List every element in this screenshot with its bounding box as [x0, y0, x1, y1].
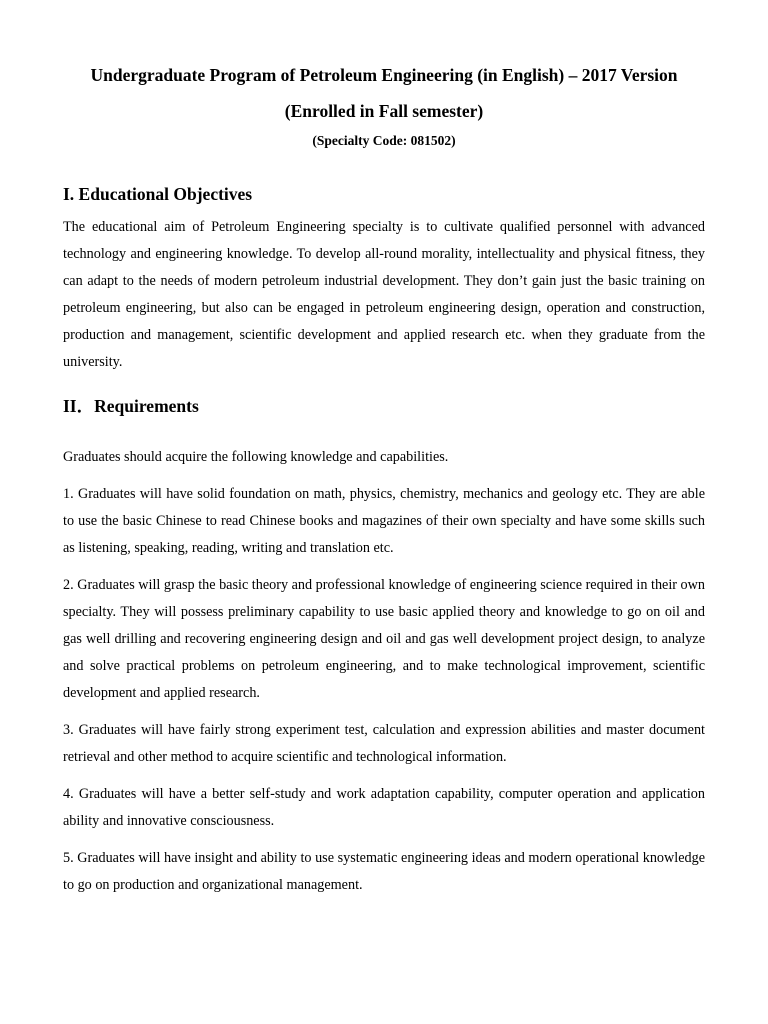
objectives-paragraph: The educational aim of Petroleum Engineering specialty is to cultivate qualified personnel with advanced technology and engineering knowledge. To develop all-round morality, intellectuality and physical fitness, they can adapt to the needs of modern petroleum industrial development. They don’t gain just the basic training on petroleum engineering, but also can be engaged in petroleum engineering design, operation and construction, production and management, scientific development and applied research etc. when they graduate from the university.	[63, 219, 705, 370]
section-heading-objectives: I. Educational Objectives	[63, 184, 253, 204]
requirement-item-3: 3. Graduates will have fairly strong experiment test, calculation and expression abilities and master document retrieval and other method to acquire scientific and technological information.	[63, 722, 705, 765]
requirement-item-1: 1. Graduates will have solid foundation on math, physics, chemistry, mechanics and geology etc. They are able to use the basic Chinese to read Chinese books and magazines of their own specialty and have some skills such as listening, speaking, reading, writing and translation etc.	[63, 486, 705, 556]
requirement-item-2: 2. Graduates will grasp the basic theory and professional knowledge of engineering science required in their own specialty. They will possess preliminary capability to use basic applied theory and knowledge to go on oil and gas well drilling and recovering engineering design and oil and gas well development project design, to analyze and solve practical problems on petroleum engineering, and to make technological improvement, scientific development and applied research.	[63, 577, 705, 701]
section-heading-requirements: II．Requirements	[63, 396, 199, 416]
requirements-list	[63, 481, 705, 899]
specialty-code: (Specialty Code: 081502)	[312, 133, 456, 148]
document-title: Undergraduate Program of Petroleum Engineering (in English) – 2017 Version	[90, 65, 678, 85]
document-subtitle: (Enrolled in Fall semester)	[284, 101, 484, 121]
requirement-item-5: 5. Graduates will have insight and ability to use systematic engineering ideas and modern operational knowledge to go on production and organizational management.	[63, 850, 705, 893]
requirement-item-4: 4. Graduates will have a better self-study and work adaptation capability, computer operation and application ability and innovative consciousness.	[63, 786, 705, 829]
requirements-intro: Graduates should acquire the following knowledge and capabilities.	[63, 449, 449, 465]
